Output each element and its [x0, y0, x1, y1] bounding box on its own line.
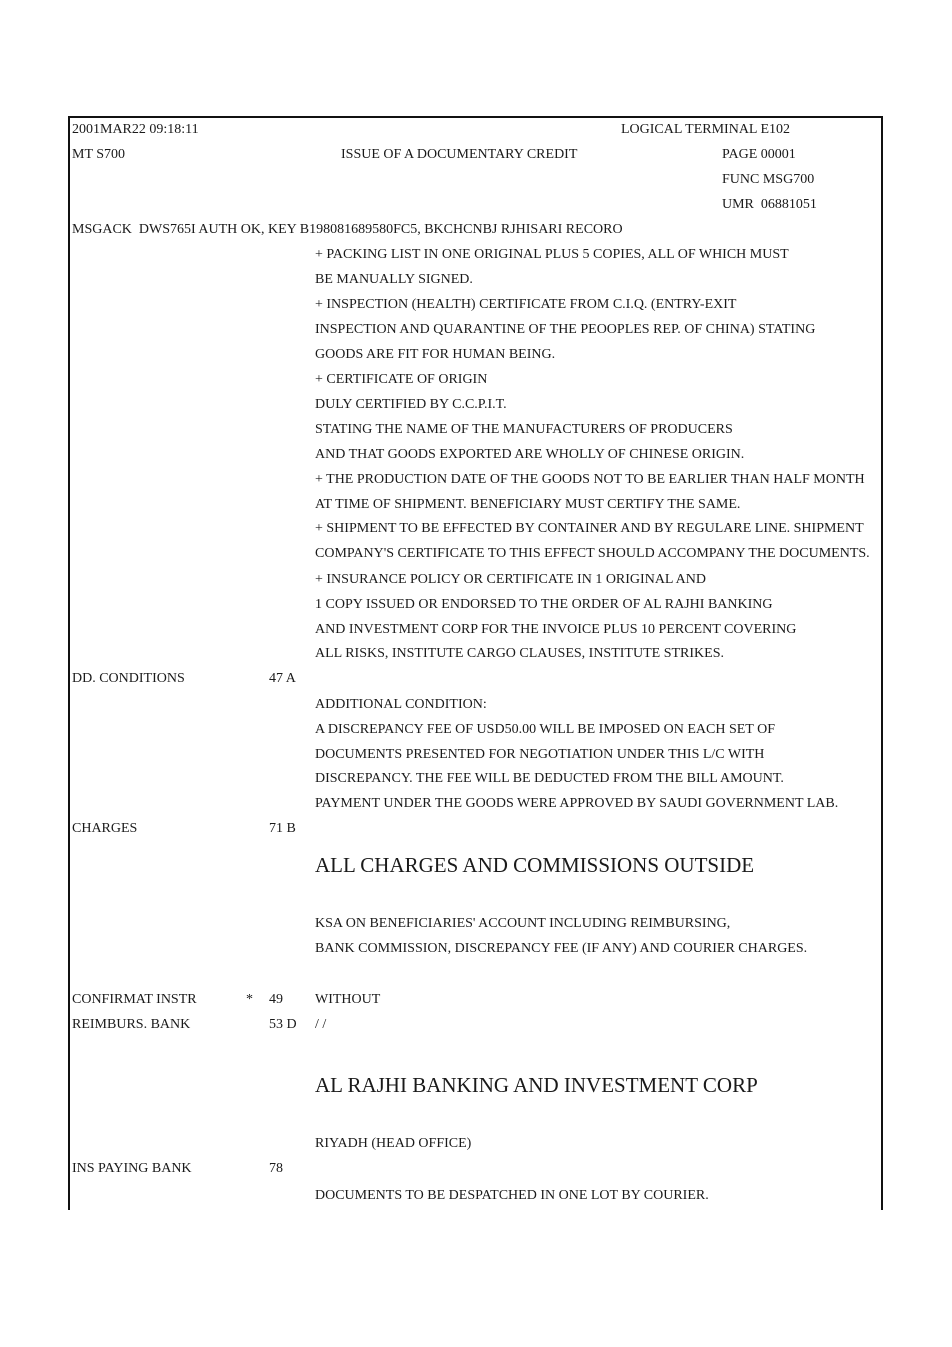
paying-bank-instruction: DOCUMENTS TO BE DESPATCHED IN ONE LOT BY COURIER. — [315, 1188, 709, 1203]
document-line: + INSURANCE POLICY OR CERTIFICATE IN 1 ORIGINAL AND — [315, 572, 707, 587]
message-datetime: 2001MAR22 09:18:11 — [72, 122, 199, 137]
reimbursing-bank-name: AL RAJHI BANKING AND INVESTMENT CORP — [315, 1073, 758, 1097]
document-frame — [68, 116, 883, 1210]
charges-heading: ALL CHARGES AND COMMISSIONS OUTSIDE — [315, 853, 755, 877]
reimbursing-bank-account: / / — [315, 1017, 327, 1032]
field-code-47a: 47 A — [269, 671, 296, 686]
document-line: INSPECTION AND QUARANTINE OF THE PEOOPLES REP. OF CHINA) STATING — [315, 322, 816, 337]
mandatory-mark: * — [246, 992, 253, 1007]
document-line: AND THAT GOODS EXPORTED ARE WHOLLY OF CHINESE ORIGIN. — [315, 447, 745, 462]
charges-line: KSA ON BENEFICIARIES' ACCOUNT INCLUDING REIMBURSING, — [315, 916, 731, 931]
condition-line: A DISCREPANCY FEE OF USD50.00 WILL BE IMPOSED ON EACH SET OF — [315, 722, 775, 737]
document-line: AND INVESTMENT CORP FOR THE INVOICE PLUS 10 PERCENT COVERING — [315, 622, 797, 637]
document-line: DULY CERTIFIED BY C.C.P.I.T. — [315, 397, 507, 412]
umr-number: UMR 06881051 — [722, 197, 817, 212]
document-line: + PACKING LIST IN ONE ORIGINAL PLUS 5 COPIES, ALL OF WHICH MUST — [315, 247, 789, 262]
condition-line: ADDITIONAL CONDITION: — [315, 697, 487, 712]
charges-line: BANK COMMISSION, DISCREPANCY FEE (IF ANY) AND COURIER CHARGES. — [315, 941, 808, 956]
document-line: AT TIME OF SHIPMENT. BENEFICIARY MUST CERTIFY THE SAME. — [315, 497, 741, 512]
field-label-conditions: DD. CONDITIONS — [72, 671, 185, 686]
field-code-71b: 71 B — [269, 821, 296, 836]
field-label-charges: CHARGES — [72, 821, 138, 836]
document-line: + SHIPMENT TO BE EFFECTED BY CONTAINER AND BY REGULARE LINE. SHIPMENT — [315, 521, 864, 536]
confirmation-value: WITHOUT — [315, 992, 381, 1007]
field-label-reimbursing-bank: REIMBURS. BANK — [72, 1017, 191, 1032]
reimbursing-bank-location: RIYADH (HEAD OFFICE) — [315, 1136, 472, 1151]
document-line: + THE PRODUCTION DATE OF THE GOODS NOT TO BE EARLIER THAN HALF MONTH — [315, 472, 865, 487]
document-line: + CERTIFICATE OF ORIGIN — [315, 372, 488, 387]
document-line: GOODS ARE FIT FOR HUMAN BEING. — [315, 347, 556, 362]
field-label-paying-bank: INS PAYING BANK — [72, 1161, 192, 1176]
msgack-line: MSGACK DWS765I AUTH OK, KEY B198081689580FC5, BKCHCNBJ RJHISARI RECORO — [72, 222, 623, 237]
document-line: BE MANUALLY SIGNED. — [315, 272, 473, 287]
field-code-49: 49 — [269, 992, 283, 1007]
document-line: + INSPECTION (HEALTH) CERTIFICATE FROM C.I.Q. (ENTRY-EXIT — [315, 297, 737, 312]
condition-line: DOCUMENTS PRESENTED FOR NEGOTIATION UNDER THIS L/C WITH — [315, 747, 765, 762]
condition-line: PAYMENT UNDER THE GOODS WERE APPROVED BY SAUDI GOVERNMENT LAB. — [315, 796, 839, 811]
field-code-78: 78 — [269, 1161, 283, 1176]
document-line: COMPANY'S CERTIFICATE TO THIS EFFECT SHOULD ACCOMPANY THE DOCUMENTS. — [315, 546, 870, 561]
function-code: FUNC MSG700 — [722, 172, 815, 187]
logical-terminal: LOGICAL TERMINAL E102 — [621, 122, 791, 137]
field-code-53d: 53 D — [269, 1017, 297, 1032]
condition-line: DISCREPANCY. THE FEE WILL BE DEDUCTED FROM THE BILL AMOUNT. — [315, 771, 784, 786]
document-line: STATING THE NAME OF THE MANUFACTURERS OF PRODUCERS — [315, 422, 733, 437]
field-label-confirmation: CONFIRMAT INSTR — [72, 992, 197, 1007]
page-number: PAGE 00001 — [722, 147, 796, 162]
document-line: 1 COPY ISSUED OR ENDORSED TO THE ORDER OF AL RAJHI BANKING — [315, 597, 773, 612]
message-type: MT S700 — [72, 147, 126, 162]
document-title: ISSUE OF A DOCUMENTARY CREDIT — [341, 147, 578, 162]
document-line: ALL RISKS, INSTITUTE CARGO CLAUSES, INSTITUTE STRIKES. — [315, 646, 724, 661]
